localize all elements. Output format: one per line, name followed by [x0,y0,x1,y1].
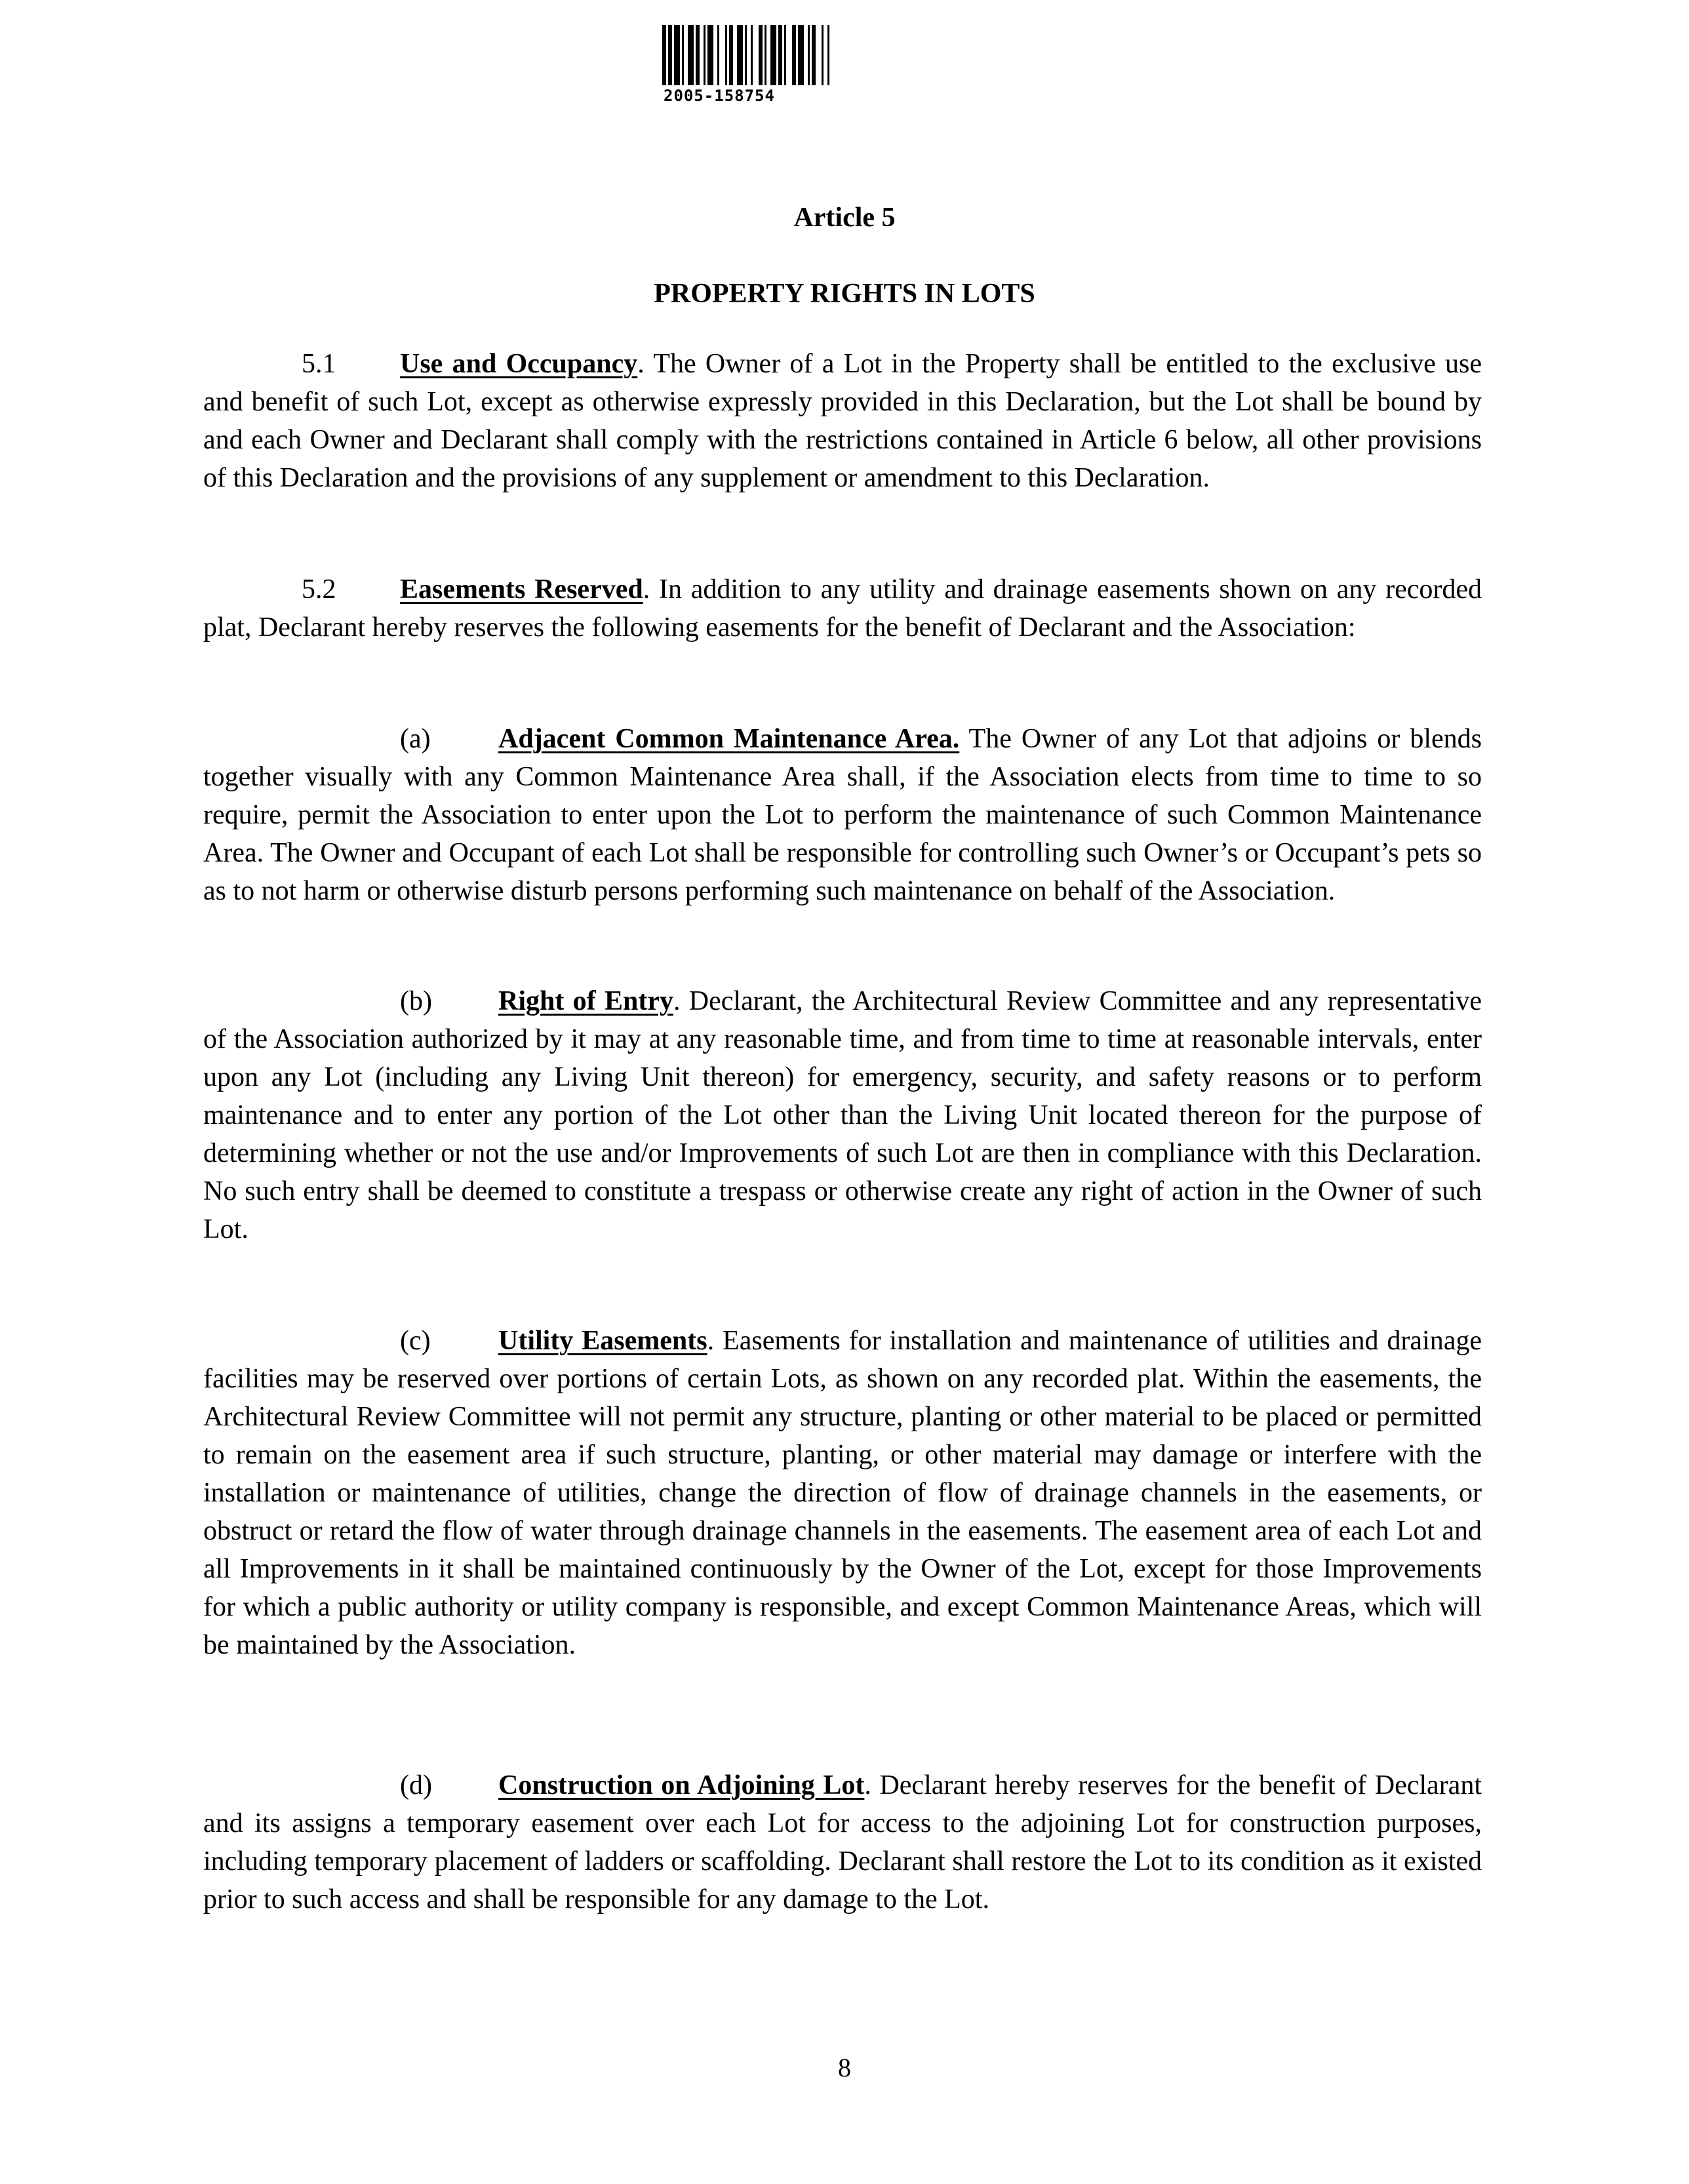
subsection-heading: Right of Entry [498,986,673,1016]
subsection-number: (c) [400,1326,431,1356]
subsection-heading: Adjacent Common Maintenance Area. [498,724,960,754]
page-number: 8 [838,2053,851,2082]
barcode-bar [737,25,743,85]
barcode-icon [662,25,957,85]
barcode-bar [753,25,759,85]
barcode-bar [829,25,835,85]
section-heading: Easements Reserved [400,574,643,605]
barcode-bar [770,25,776,85]
barcode-number: 2005-158754 [664,87,775,105]
subsection-text: . Easements for installation and maintenance of utilities and drainage facilities may be reserved over portions of certain Lots, as shown on any recorded plat. Within the easements, the Architectural Review Committee will not permit any structure, planting or other material to be placed or permitted to remain on the easement area if such structure, planting, or other material may damage or interfere with the installation or maintenance of utilities, change the direction of flow of drainage channels in the easements, or obstruct or retard the flow of water through drainage channels in the easements. The easement area of each Lot and all Improvements in it shall be maintained continuously by the Owner of the Lot, except for those Improvements for which a public authority or utility company is responsible, and except Common Maintenance Areas, which will be maintained by the Association. [203,1326,1482,1660]
section-number: 5.1 [302,349,336,379]
subsection-text: . Declarant, the Architectural Review Committee and any representative of the Association authorized by it may at any reasonable time, and from time to time at reasonable intervals, enter upon any Lot (including any Living Unit thereon) for emergency, security, and safety reasons or to perform maintenance and to enter any portion of the Lot other than the Living Unit located thereon for the purpose of determining whether or not the use and/or Improvements of such Lot are then in compliance with this Declaration. No such entry shall be deemed to constitute a trespass or otherwise create any right of action in the Owner of such Lot. [203,986,1482,1244]
section-5-2 [203,570,1482,646]
subsection-number: (b) [400,986,432,1016]
barcode-bar [786,25,792,85]
subsection-a [203,720,1482,910]
section-5-1 [203,345,1482,497]
subsection-text: . Declarant hereby reserves for the benefit of Declarant and its assigns a temporary easement over each Lot for access to the adjoining Lot for construction purposes, including temporary placement of ladders or scaffolding. Declarant shall restore the Lot to its condition as it existed prior to such access and shall be responsible for any damage to the Lot. [203,1770,1482,1915]
barcode-bar [674,25,680,85]
barcode-bar [688,25,694,85]
subsection-number: (a) [400,724,431,754]
article-subtitle: PROPERTY RIGHTS IN LOTS [654,279,1035,309]
subsection-d [203,1766,1482,1918]
subsection-b [203,982,1482,1248]
subsection-text: The Owner of any Lot that adjoins or blends together visually with any Common Maintenance Area shall, if the Association elects from time to time to so require, permit the Association to enter upon the Lot to perform the maintenance of such Common Maintenance Area. The Owner and Occupant of each Lot shall be responsible for controlling such Owner’s or Occupant’s pets so as to not harm or otherwise disturb persons performing such maintenance on behalf of the Association. [203,724,1482,906]
section-heading: Use and Occupancy [400,349,638,379]
barcode-bar [719,25,725,85]
section-number: 5.2 [302,574,336,605]
subsection-heading: Utility Easements [498,1326,707,1356]
section-text: . The Owner of a Lot in the Property shall be entitled to the exclusive use and benefit of such Lot, except as otherwise expressly provided in this Declaration, but the Lot shall be bound by and each Owner and Declarant shall comply with the restrictions contained in Article 6 below, all other provisions of this Declaration and the provisions of any supplement or amendment to this Declaration. [203,349,1482,493]
article-title: Article 5 [793,203,896,233]
barcode-bar [816,25,822,85]
barcode-bar [798,25,804,85]
subsection-heading: Construction on Adjoining Lot [498,1770,865,1800]
subsection-c [203,1322,1482,1664]
section-text: . In addition to any utility and drainage easements shown on any recorded plat, Declarant hereby reserves the following easements for the benefit of Declarant and the Association: [203,574,1482,643]
barcode-bar [707,25,713,85]
subsection-number: (d) [400,1770,432,1800]
